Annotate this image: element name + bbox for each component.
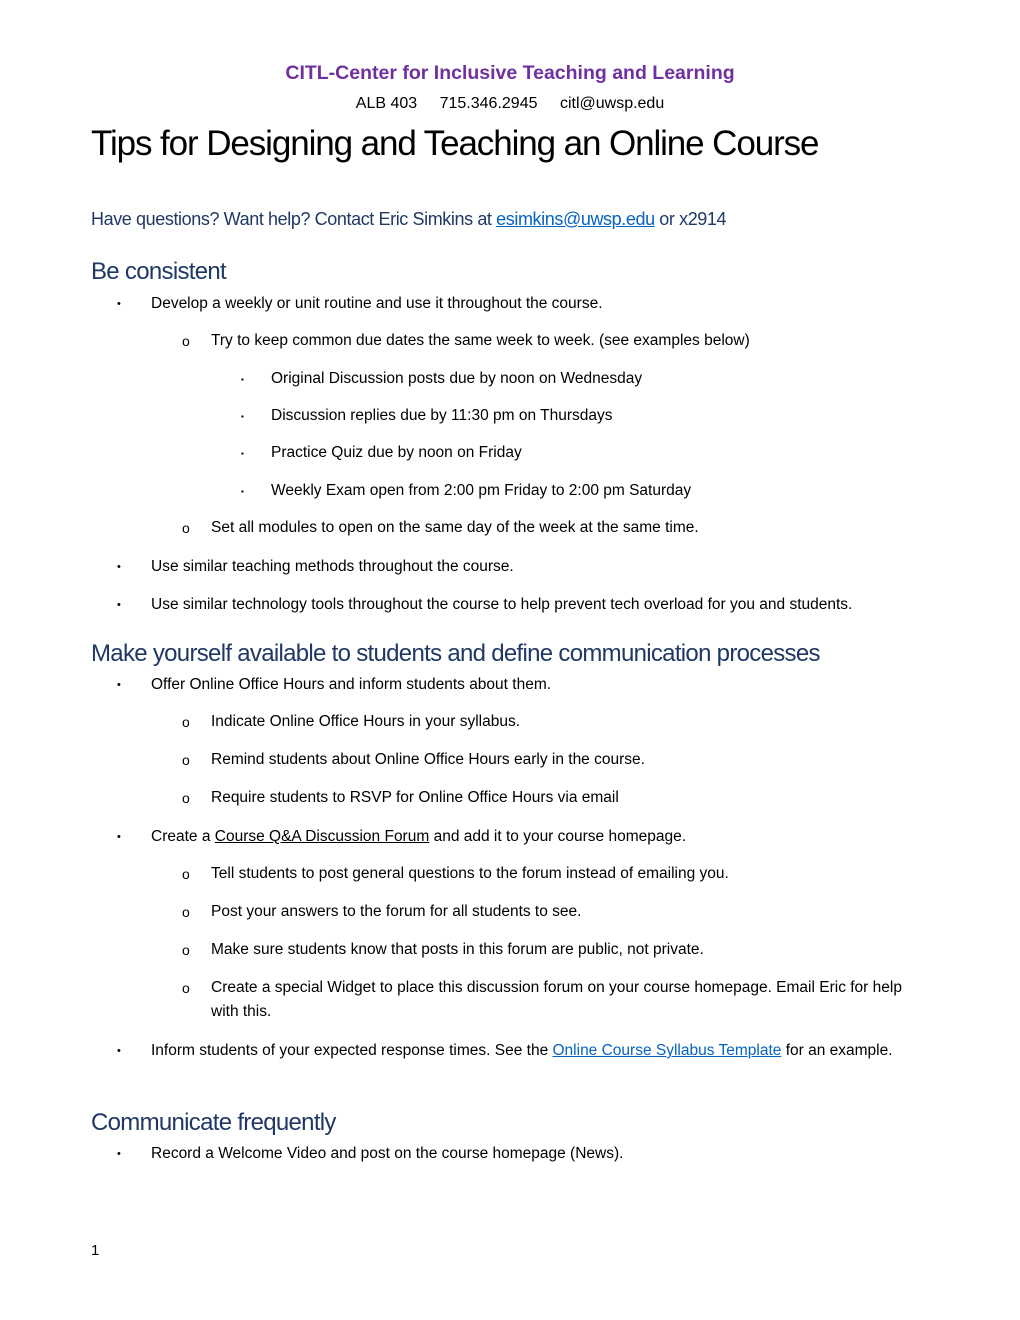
bullet-marker: • [117, 1148, 121, 1160]
list-item: Offer Online Office Hours and inform students about them. [151, 676, 552, 693]
org-name: CITL-Center for Inclusive Teaching and Learning [285, 62, 735, 84]
sub-marker: o [182, 333, 190, 349]
list-item [151, 1039, 931, 1063]
list-item: Make sure students know that posts in this forum are public, not private. [211, 941, 704, 958]
list-item: Use similar technology tools throughout the course to help prevent tech overload for you and students. [151, 596, 853, 613]
list-item: Try to keep common due dates the same week to week. (see examples below) [211, 332, 750, 349]
list-item: Discussion replies due by 11:30 pm on Thursdays [271, 407, 613, 424]
list-item: Remind students about Online Office Hours early in the course. [211, 751, 645, 768]
list-item: Tell students to post general questions to the forum instead of emailing you. [211, 865, 729, 882]
sub-marker: o [182, 520, 190, 536]
forum-suffix: and add it to your course homepage. [429, 828, 687, 845]
response-suffix: for an example. [781, 1042, 893, 1059]
sub-marker: o [182, 714, 190, 730]
square-marker: ▪ [241, 375, 244, 384]
bullet-marker: • [117, 599, 121, 611]
help-line [91, 209, 726, 230]
sub-marker: o [182, 752, 190, 768]
office-room: ALB 403 [355, 95, 418, 112]
square-marker: ▪ [241, 412, 244, 421]
list-item: Indicate Online Office Hours in your syllabus. [211, 713, 521, 730]
help-email-link[interactable]: esimkins@uwsp.edu [496, 209, 655, 229]
page-number: 1 [91, 1242, 100, 1259]
section-heading-consistent: Be consistent [91, 258, 226, 285]
list-item: Record a Welcome Video and post on the course homepage (News). [151, 1145, 624, 1162]
list-item: Set all modules to open on the same day of the week at the same time. [211, 519, 699, 536]
list-item: Practice Quiz due by noon on Friday [271, 444, 522, 461]
bullet-marker: • [117, 1045, 121, 1057]
office-email: citl@uwsp.edu [559, 95, 665, 112]
list-item: Post your answers to the forum for all students to see. [211, 903, 582, 920]
forum-prefix: Create a [151, 828, 215, 845]
square-marker: ▪ [241, 487, 244, 496]
response-prefix: Inform students of your expected response times. See the [151, 1042, 553, 1059]
office-phone: 715.346.2945 [439, 95, 538, 112]
bullet-marker: • [117, 831, 121, 843]
help-suffix: or x2914 [654, 209, 727, 229]
list-item: Create a special Widget to place this discussion forum on your course homepage. Email Eric for help with this. [211, 979, 902, 1020]
bullet-marker: • [117, 298, 121, 310]
sub-marker: o [182, 866, 190, 882]
course-qa-forum-link[interactable]: Course Q&A Discussion Forum [214, 828, 430, 845]
list-item: Weekly Exam open from 2:00 pm Friday to 2:00 pm Saturday [271, 482, 692, 499]
list-item [151, 825, 931, 849]
list-item: Original Discussion posts due by noon on Wednesday [271, 370, 643, 387]
square-marker: ▪ [241, 449, 244, 458]
section-heading-availability: Make yourself available to students and define communication processes [91, 640, 820, 667]
syllabus-template-link[interactable]: Online Course Syllabus Template [552, 1042, 782, 1059]
list-item: Develop a weekly or unit routine and use it throughout the course. [151, 295, 603, 312]
sub-marker: o [182, 904, 190, 920]
list-item: Require students to RSVP for Online Office Hours via email [211, 789, 619, 806]
contact-line [0, 95, 1020, 113]
bullet-marker: • [117, 561, 121, 573]
sub-marker: o [182, 980, 190, 996]
section-heading-communicate: Communicate frequently [91, 1109, 336, 1136]
sub-marker: o [182, 790, 190, 806]
sub-marker: o [182, 942, 190, 958]
list-item: Use similar teaching methods throughout the course. [151, 558, 514, 575]
help-prefix: Have questions? Want help? Contact Eric Simkins at [91, 209, 497, 229]
page-title: Tips for Designing and Teaching an Online Course [91, 124, 819, 163]
bullet-marker: • [117, 679, 121, 691]
